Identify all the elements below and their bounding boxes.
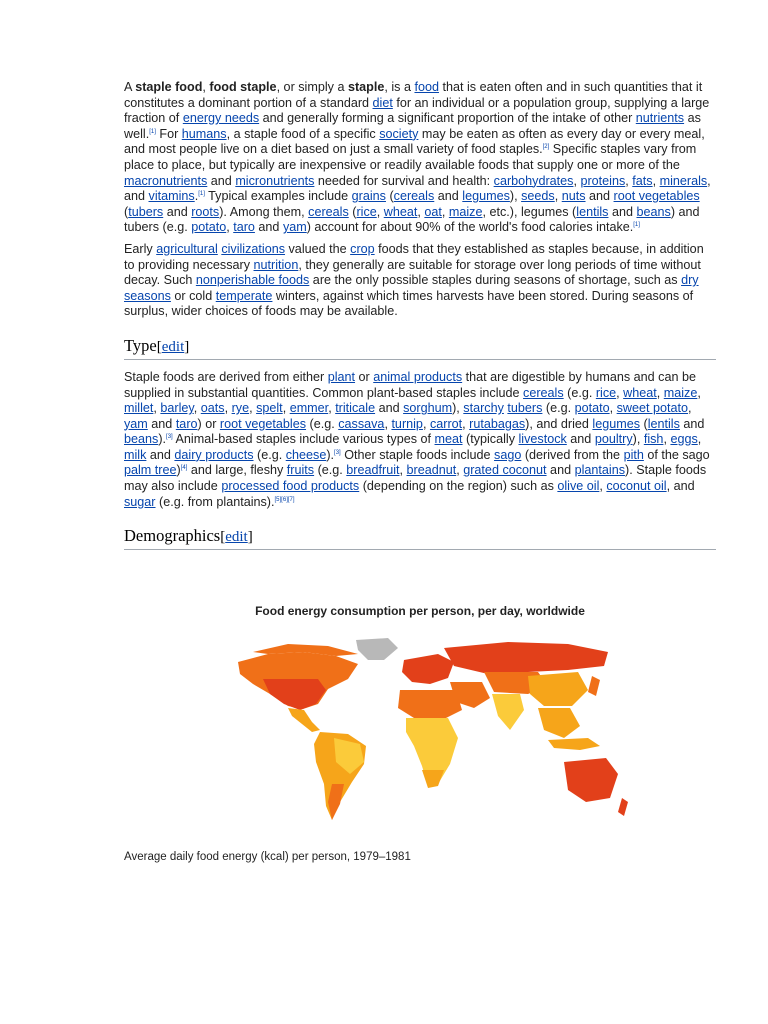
figure-title: Food energy consumption per person, per day, worldwide	[255, 604, 585, 618]
inline-link[interactable]: roots	[191, 204, 220, 219]
map-usa	[263, 679, 326, 710]
text-run: ,	[609, 401, 617, 416]
inline-link[interactable]: plantains	[574, 463, 625, 478]
text-run: may be eaten as often as every day or every meal, and most people live on a diet based on just a small variety of food staples.	[124, 126, 705, 157]
inline-link[interactable]: temperate	[215, 288, 273, 303]
intro-paragraph	[124, 80, 716, 236]
map-china	[528, 672, 588, 706]
text-run: (	[124, 204, 129, 219]
map-central-america	[288, 708, 320, 732]
inline-link[interactable]: legumes	[462, 189, 510, 204]
text-run: and	[207, 173, 236, 188]
text-run: ,	[697, 432, 702, 447]
map-australia	[564, 758, 618, 802]
inline-link[interactable]: legumes	[592, 416, 640, 431]
inline-link[interactable]: tubers	[507, 401, 543, 416]
reference-link[interactable]: [1]	[633, 222, 640, 229]
inline-link[interactable]: grains	[351, 189, 386, 204]
text-run: , a staple food of a specific	[226, 126, 380, 141]
inline-link[interactable]: diet	[372, 95, 393, 110]
text-run: winters, against which times harvests have been stored. During seasons of surplus, wider choices of foods may be available.	[124, 288, 694, 319]
inline-link[interactable]: sugar	[124, 494, 156, 509]
text-run: (	[640, 416, 648, 431]
reference-link[interactable]: [3]	[334, 449, 341, 456]
map-new-zealand	[618, 798, 628, 816]
text-run: and	[163, 204, 192, 219]
text-run: (e.g.	[314, 463, 347, 478]
text-run: ,	[376, 204, 384, 219]
text-run: and	[566, 432, 595, 447]
text-run: ).	[158, 432, 167, 447]
text-run: and	[546, 463, 575, 478]
inline-link[interactable]: agricultural	[156, 241, 218, 256]
food-energy-figure	[208, 604, 632, 834]
inline-link[interactable]: triticale	[335, 401, 376, 416]
text-run: (e.g.	[542, 401, 575, 416]
inline-link[interactable]: yam	[124, 416, 148, 431]
reference-marker[interactable]	[198, 191, 205, 197]
text-run: Typical examples include	[204, 189, 352, 204]
reference-marker[interactable]	[633, 222, 640, 228]
inline-link[interactable]: beans	[636, 204, 671, 219]
reference-link[interactable]: [2]	[542, 144, 550, 151]
inline-link[interactable]: micronutrients	[235, 173, 315, 188]
inline-link[interactable]: oat	[424, 204, 442, 219]
inline-link[interactable]: spelt	[256, 401, 283, 416]
inline-link[interactable]: animal products	[373, 369, 463, 384]
text-run: (	[348, 204, 357, 219]
inline-link[interactable]: barley	[160, 401, 194, 416]
text-run: )	[176, 463, 181, 478]
text-run: (e.g.	[306, 416, 339, 431]
inline-link[interactable]: oats	[200, 401, 225, 416]
inline-link[interactable]: cereals	[393, 189, 435, 204]
text-run: ,	[656, 385, 664, 400]
text-run: A	[124, 80, 136, 94]
text-run: ),	[509, 189, 522, 204]
text-run: needed for survival and health:	[314, 173, 494, 188]
text-run: ,	[599, 479, 607, 494]
bold-term: staple food	[135, 80, 203, 94]
text-run: ,	[616, 385, 624, 400]
text-run: , is a	[384, 80, 415, 94]
inline-link[interactable]: minerals	[659, 173, 708, 188]
inline-link[interactable]: rye	[231, 401, 250, 416]
inline-link[interactable]: cassava	[338, 416, 385, 431]
map-japan	[588, 676, 600, 696]
text-run: and large, fleshy	[187, 463, 287, 478]
heading-title: Demographics	[124, 526, 221, 546]
inline-link[interactable]: carbohydrates	[493, 173, 574, 188]
text-run: and	[585, 189, 614, 204]
text-run: and	[254, 220, 283, 235]
inline-link[interactable]: livestock	[518, 432, 567, 447]
text-run: ,	[554, 189, 562, 204]
text-run: (depending on the region) such as	[359, 479, 558, 494]
text-run: ,	[193, 401, 201, 416]
edit-link-demographics[interactable]: edit	[225, 529, 248, 546]
inline-link[interactable]: starchy	[463, 401, 504, 416]
text-run: ,	[663, 432, 671, 447]
type-paragraph	[124, 370, 716, 510]
edit-link-type[interactable]: edit	[161, 338, 185, 355]
inline-link[interactable]: breadfruit	[346, 463, 400, 478]
figure-caption: Average daily food energy (kcal) per person, 1979–1981	[124, 851, 411, 863]
inline-link[interactable]: poultry	[594, 432, 633, 447]
inline-link[interactable]: nuts	[561, 189, 586, 204]
inline-link[interactable]: palm tree	[124, 463, 177, 478]
inline-link[interactable]: millet	[124, 401, 154, 416]
inline-link[interactable]: fruits	[286, 463, 315, 478]
text-run: ,	[384, 416, 392, 431]
text-run: ),	[632, 432, 644, 447]
map-greenland	[356, 638, 398, 660]
inline-link[interactable]: potato	[191, 220, 227, 235]
inline-link[interactable]: grated coconut	[463, 463, 547, 478]
inline-link[interactable]: vitamins	[148, 189, 195, 204]
text-run: ,	[652, 173, 660, 188]
inline-link[interactable]: proteins	[580, 173, 626, 188]
inline-link[interactable]: crop	[350, 241, 375, 256]
reference-marker[interactable]	[275, 496, 295, 502]
inline-link[interactable]: tubers	[128, 204, 164, 219]
section-heading-demographics: Demographics[edit]	[124, 526, 716, 550]
section-heading-type: Type[edit]	[124, 336, 716, 360]
inline-link[interactable]: potato	[574, 401, 610, 416]
text-run: , they generally are suitable for storage over long periods of time without decay. Such	[124, 257, 701, 288]
text-run: ).	[326, 447, 335, 462]
reference-marker[interactable]	[166, 434, 173, 440]
text-run: ) and tubers (e.g.	[124, 204, 700, 235]
text-run: that is eaten often and in such quantities that it constitutes a dominant portion of a standard	[124, 80, 703, 110]
inline-link[interactable]: maize	[663, 385, 698, 400]
text-run: For	[155, 126, 182, 141]
inline-link[interactable]: eggs	[670, 432, 698, 447]
inline-link[interactable]: civilizations	[221, 241, 286, 256]
inline-link[interactable]: dry seasons	[124, 273, 699, 303]
inline-link[interactable]: root vegetables	[219, 416, 307, 431]
history-paragraph	[124, 242, 716, 320]
inline-link[interactable]: sorghum	[403, 401, 453, 416]
inline-link[interactable]: lentils	[647, 416, 680, 431]
text-run: Animal-based staples include various types of	[172, 432, 435, 447]
text-run: ,	[422, 416, 430, 431]
map-russia	[444, 642, 608, 674]
inline-link[interactable]: pith	[623, 447, 644, 462]
text-run: Staple foods are derived from either	[124, 369, 328, 384]
map-india	[492, 694, 524, 730]
inline-link[interactable]: food	[414, 80, 439, 94]
inline-link[interactable]: root vegetables	[613, 189, 700, 204]
text-run: (derived from the	[521, 447, 624, 462]
inline-link[interactable]: cereals	[523, 385, 564, 400]
text-run: and	[434, 189, 463, 204]
heading-title: Type	[124, 335, 157, 355]
inline-link[interactable]: taro	[233, 220, 255, 235]
inline-link[interactable]: yam	[282, 220, 307, 235]
bold-term: food staple	[209, 80, 277, 94]
inline-link[interactable]: breadnut	[406, 463, 457, 478]
inline-link[interactable]: milk	[124, 447, 147, 462]
text-run: ,	[688, 401, 692, 416]
reference-link[interactable]: [5][6][7]	[274, 496, 295, 503]
inline-link[interactable]: nutrition	[253, 257, 299, 272]
inline-link[interactable]: lentils	[576, 204, 609, 219]
text-run: ,	[153, 401, 161, 416]
inline-link[interactable]: turnip	[391, 416, 423, 431]
inline-link[interactable]: energy needs	[182, 111, 260, 126]
inline-link[interactable]: rutabagas	[469, 416, 526, 431]
inline-link[interactable]: humans	[181, 126, 227, 141]
reference-marker[interactable]	[149, 129, 156, 135]
text-run: , and	[666, 479, 695, 494]
text-run: ,	[417, 204, 425, 219]
text-run: as well.	[124, 111, 701, 141]
inline-link[interactable]: carrot	[429, 416, 463, 431]
inline-link[interactable]: meat	[434, 432, 463, 447]
text-run: foods that they established as staples because, in addition to providing necessary	[124, 241, 704, 272]
reference-link[interactable]: [4]	[180, 465, 188, 472]
text-run: ,	[282, 401, 290, 416]
text-run: for an individual or a population group, supplying a large fraction of	[124, 95, 710, 126]
text-run: and	[147, 416, 176, 431]
reference-link[interactable]: [3]	[166, 434, 173, 441]
text-run: and	[608, 204, 637, 219]
inline-link[interactable]: cereals	[308, 204, 349, 219]
bold-term: staple	[347, 80, 385, 94]
text-run: Other staple foods include	[340, 447, 495, 462]
inline-link[interactable]: sweet potato	[616, 401, 689, 416]
text-run: or cold	[170, 288, 216, 303]
text-run: ),	[452, 401, 464, 416]
inline-link[interactable]: society	[379, 126, 419, 141]
text-run: and generally forming a significant proportion of the intake of other	[259, 111, 636, 126]
text-run: (e.g.	[563, 385, 596, 400]
text-run: ,	[224, 401, 232, 416]
text-run: ). Among them,	[219, 204, 309, 219]
inline-link[interactable]: sago	[494, 447, 522, 462]
inline-link[interactable]: plant	[327, 369, 356, 384]
text-run: ,	[456, 463, 464, 478]
text-run: (e.g. from plantains).	[155, 494, 275, 509]
text-run: ,	[697, 385, 701, 400]
text-run: ,	[328, 401, 336, 416]
text-run: ) or	[197, 416, 220, 431]
inline-link[interactable]: wheat	[623, 385, 657, 400]
inline-link[interactable]: wheat	[383, 204, 418, 219]
text-run: and	[375, 401, 404, 416]
text-run: of the sago	[643, 447, 710, 462]
inline-link[interactable]: cheese	[285, 447, 327, 462]
inline-link[interactable]: emmer	[289, 401, 329, 416]
inline-link[interactable]: seeds	[521, 189, 555, 204]
inline-link[interactable]: maize	[448, 204, 483, 219]
map-indonesia	[548, 738, 600, 750]
text-run: (	[385, 189, 394, 204]
text-run: ,	[249, 401, 257, 416]
reference-link[interactable]: [1]	[198, 190, 205, 197]
text-run: and	[146, 447, 175, 462]
map-north-africa	[398, 690, 462, 718]
text-run: Early	[124, 241, 157, 256]
text-run: ,	[573, 173, 581, 188]
inline-link[interactable]: dairy products	[174, 447, 254, 462]
text-run: or	[355, 369, 374, 384]
text-run: ) account for about 90% of the world's food calories intake.	[306, 220, 634, 235]
reference-marker[interactable]	[334, 450, 341, 456]
map-europe	[402, 654, 454, 684]
world-map-image[interactable]	[208, 634, 632, 830]
text-run: are the only possible staples during seasons of shortage, such as	[309, 273, 682, 288]
text-run: ), and dried	[525, 416, 593, 431]
text-run: that are digestible by humans and can be supplied in substantial quantities. Common plant-based staples include	[124, 369, 696, 400]
text-run: (e.g.	[253, 447, 286, 462]
text-run: , or simply a	[276, 80, 348, 94]
text-run: , etc.), legumes (	[482, 204, 577, 219]
inline-link[interactable]: macronutrients	[124, 173, 208, 188]
text-run: and	[679, 416, 705, 431]
map-southeast-asia	[538, 708, 580, 738]
inline-link[interactable]: fats	[632, 173, 653, 188]
text-run: .	[194, 189, 199, 204]
text-run: valued the	[285, 241, 351, 256]
text-run: Specific staples vary from place to place, but typically are inexpensive or readily available foods that supply one or more of the	[124, 142, 697, 172]
inline-link[interactable]: fish	[643, 432, 664, 447]
text-run: ,	[625, 173, 633, 188]
text-run: ,	[226, 220, 234, 235]
text-run: ,	[399, 463, 407, 478]
inline-link[interactable]: rice	[595, 385, 617, 400]
text-run: (typically	[462, 432, 519, 447]
inline-link[interactable]: nonperishable foods	[195, 273, 310, 288]
reference-link[interactable]: [1]	[149, 128, 156, 135]
inline-link[interactable]: beans	[124, 432, 159, 447]
inline-link[interactable]: taro	[175, 416, 198, 431]
article-body	[124, 80, 716, 560]
text-run: ). Staple foods may also include	[124, 463, 707, 494]
inline-link[interactable]: coconut oil	[606, 479, 667, 494]
text-run: , and	[124, 173, 711, 204]
inline-link[interactable]: processed food products	[221, 479, 360, 494]
inline-link[interactable]: rice	[356, 204, 377, 219]
text-run: ,	[202, 80, 210, 94]
inline-link[interactable]: olive oil	[557, 479, 600, 494]
text-run: ,	[462, 416, 470, 431]
inline-link[interactable]: nutrients	[635, 111, 685, 126]
text-run: ,	[441, 204, 449, 219]
